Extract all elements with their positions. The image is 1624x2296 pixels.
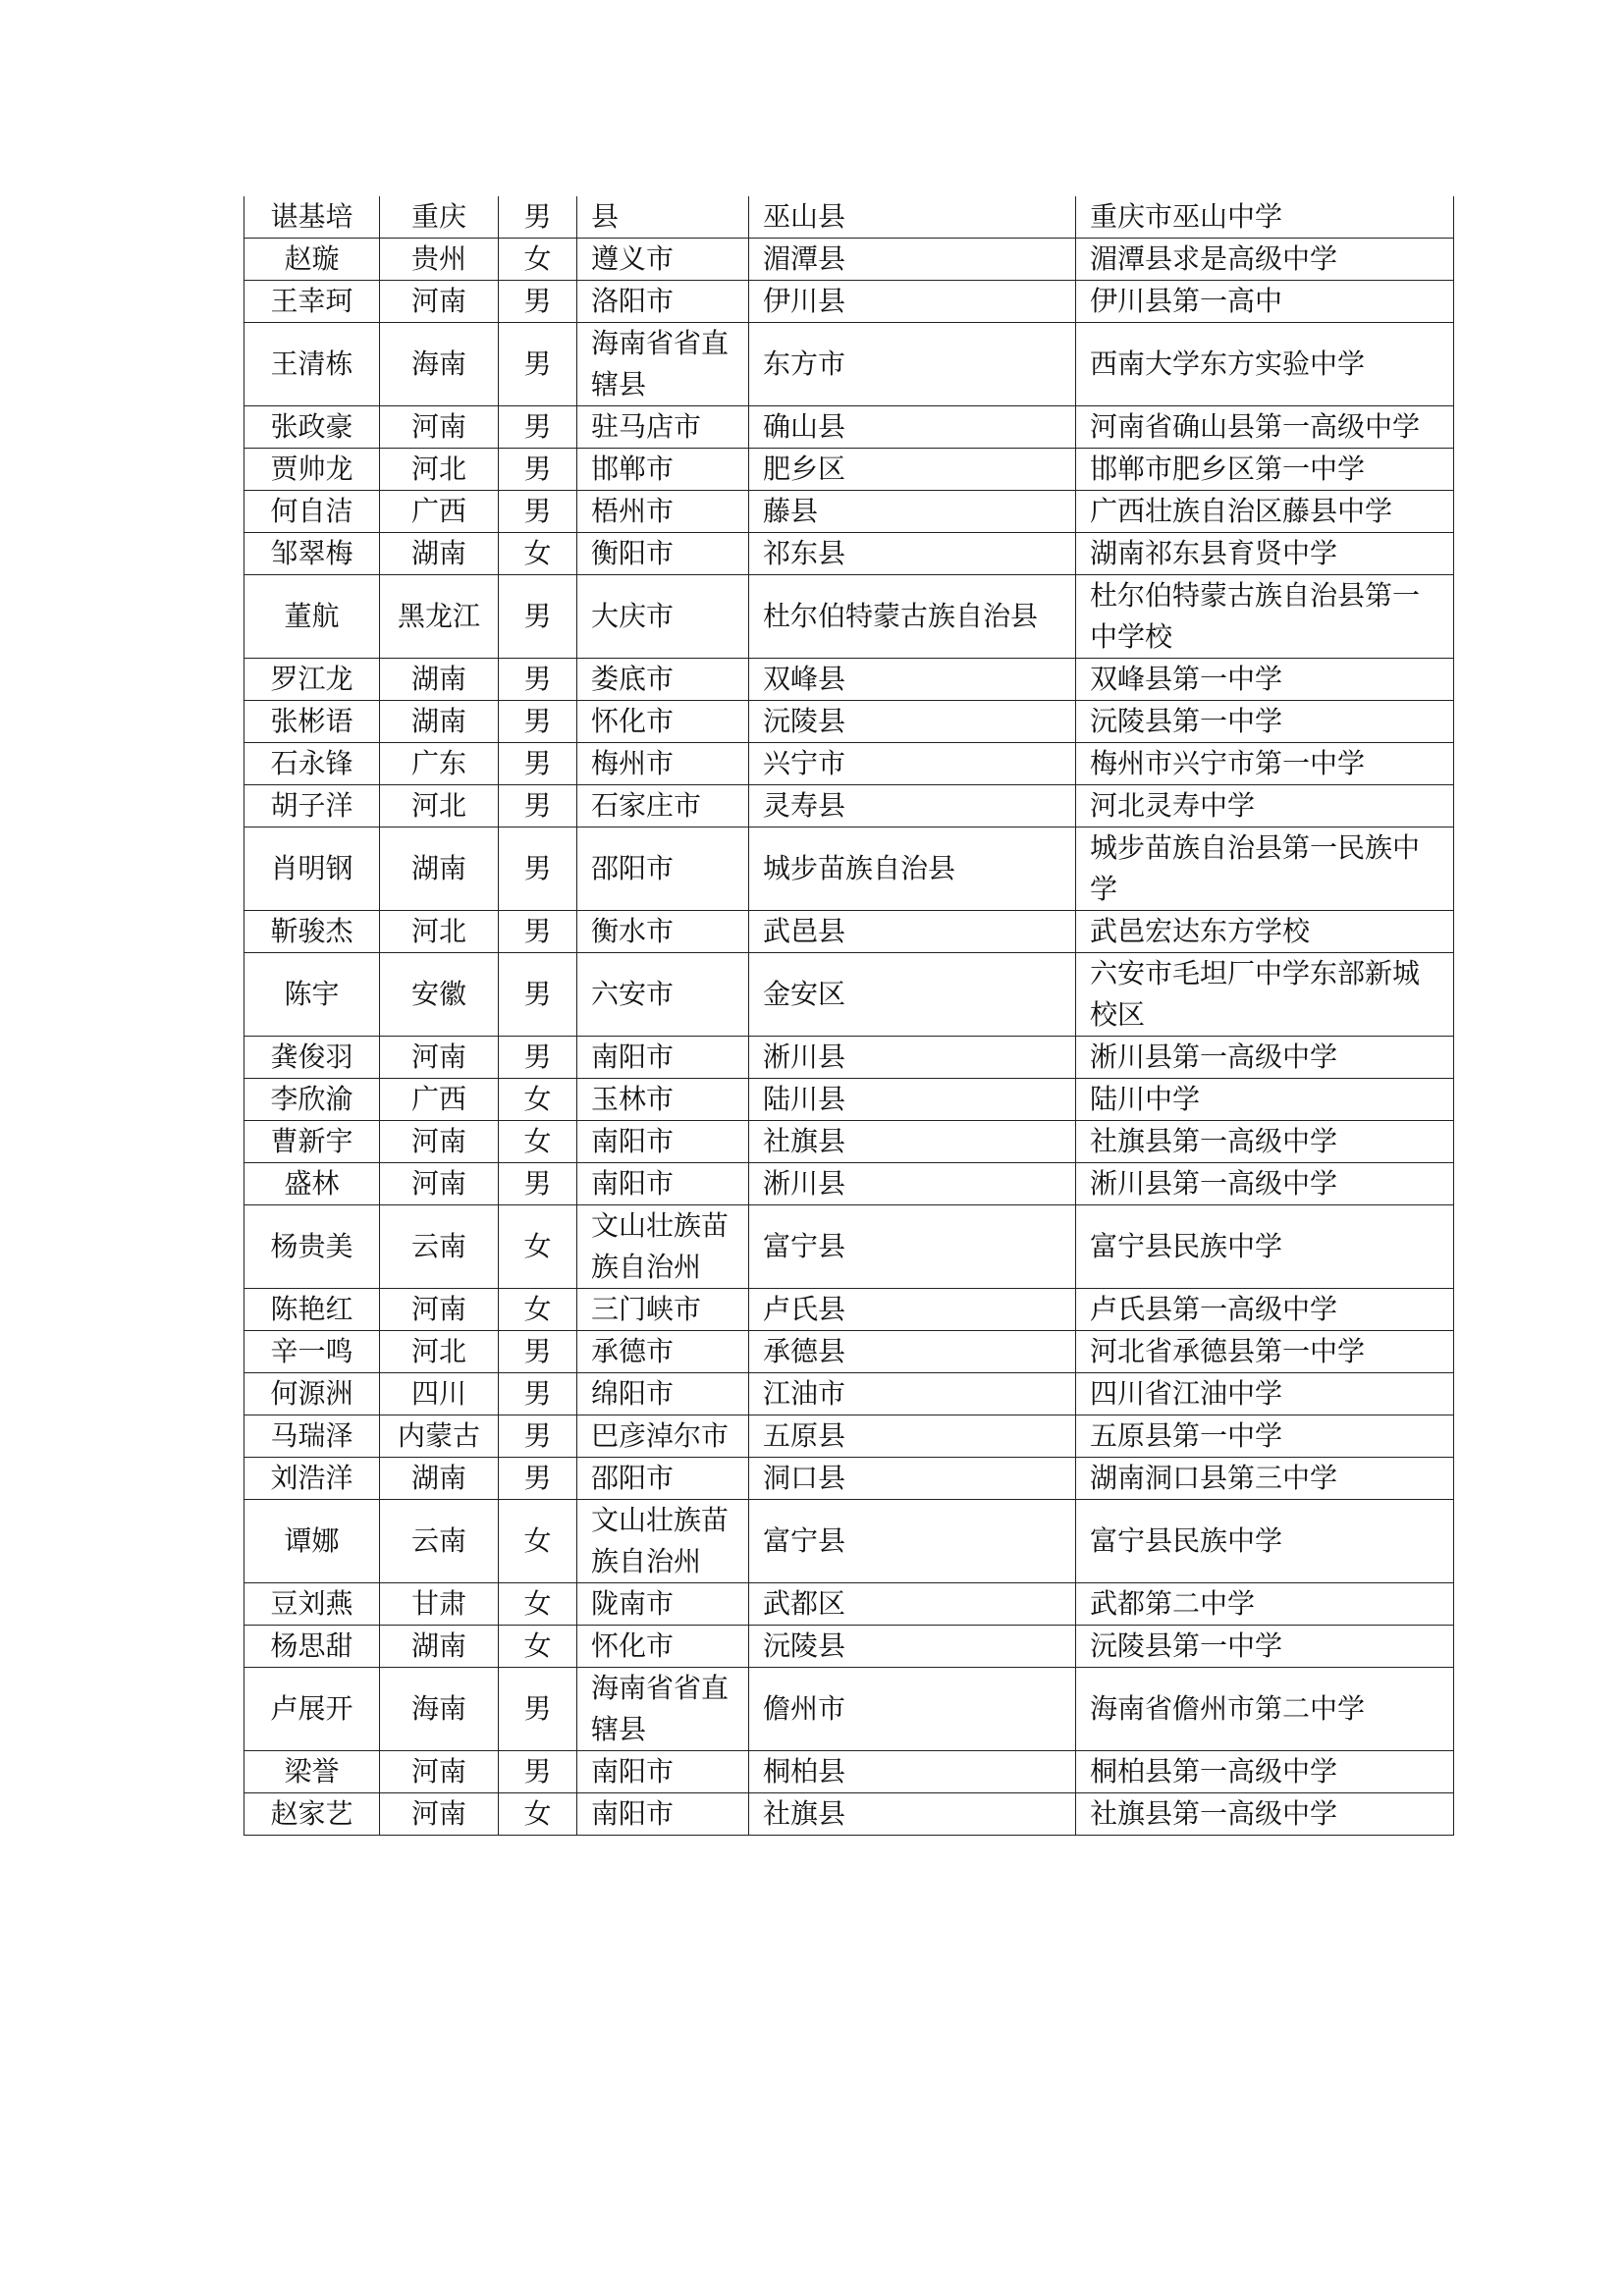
city-cell: 怀化市 <box>577 701 749 743</box>
student-name-cell: 胡子洋 <box>244 785 380 828</box>
county-cell: 武都区 <box>749 1583 1076 1626</box>
school-cell: 河北省承德县第一中学 <box>1076 1331 1454 1373</box>
school-cell: 四川省江油中学 <box>1076 1373 1454 1415</box>
table-row <box>244 1751 1454 1793</box>
province-cell: 河北 <box>380 1331 499 1373</box>
city-cell: 南阳市 <box>577 1163 749 1205</box>
table-row <box>244 1415 1454 1458</box>
table-row <box>244 1079 1454 1121</box>
gender-cell: 男 <box>499 406 577 449</box>
province-cell: 湖南 <box>380 828 499 911</box>
school-cell: 武都第二中学 <box>1076 1583 1454 1626</box>
county-cell: 陆川县 <box>749 1079 1076 1121</box>
city-cell: 衡阳市 <box>577 533 749 575</box>
student-name-cell: 张彬语 <box>244 701 380 743</box>
province-cell: 河南 <box>380 406 499 449</box>
province-cell: 内蒙古 <box>380 1415 499 1458</box>
province-cell: 甘肃 <box>380 1583 499 1626</box>
city-cell: 六安市 <box>577 953 749 1037</box>
school-cell: 梅州市兴宁市第一中学 <box>1076 743 1454 785</box>
province-cell: 贵州 <box>380 239 499 281</box>
gender-cell: 女 <box>499 239 577 281</box>
table-row <box>244 491 1454 533</box>
county-cell: 卢氏县 <box>749 1289 1076 1331</box>
school-cell: 海南省儋州市第二中学 <box>1076 1668 1454 1751</box>
student-name-cell: 杨思甜 <box>244 1626 380 1668</box>
roster-body <box>244 196 1454 1836</box>
table-row <box>244 1037 1454 1079</box>
table-row <box>244 575 1454 659</box>
gender-cell: 男 <box>499 1163 577 1205</box>
city-cell: 大庆市 <box>577 575 749 659</box>
table-row <box>244 1163 1454 1205</box>
province-cell: 河南 <box>380 1037 499 1079</box>
county-cell: 巫山县 <box>749 196 1076 239</box>
table-row <box>244 911 1454 953</box>
county-cell: 淅川县 <box>749 1163 1076 1205</box>
student-name-cell: 张政豪 <box>244 406 380 449</box>
county-cell: 社旗县 <box>749 1793 1076 1836</box>
gender-cell: 男 <box>499 449 577 491</box>
gender-cell: 女 <box>499 1793 577 1836</box>
gender-cell: 男 <box>499 1415 577 1458</box>
school-cell: 淅川县第一高级中学 <box>1076 1163 1454 1205</box>
table-row <box>244 1331 1454 1373</box>
county-cell: 伊川县 <box>749 281 1076 323</box>
gender-cell: 男 <box>499 1751 577 1793</box>
city-cell: 衡水市 <box>577 911 749 953</box>
student-name-cell: 梁誉 <box>244 1751 380 1793</box>
student-name-cell: 邹翠梅 <box>244 533 380 575</box>
county-cell: 沅陵县 <box>749 701 1076 743</box>
school-cell: 沅陵县第一中学 <box>1076 1626 1454 1668</box>
city-cell: 海南省省直辖县 <box>577 323 749 406</box>
student-name-cell: 马瑞泽 <box>244 1415 380 1458</box>
gender-cell: 男 <box>499 785 577 828</box>
county-cell: 社旗县 <box>749 1121 1076 1163</box>
gender-cell: 男 <box>499 323 577 406</box>
school-cell: 卢氏县第一高级中学 <box>1076 1289 1454 1331</box>
city-cell: 梅州市 <box>577 743 749 785</box>
province-cell: 河北 <box>380 785 499 828</box>
student-name-cell: 盛林 <box>244 1163 380 1205</box>
school-cell: 湄潭县求是高级中学 <box>1076 239 1454 281</box>
city-cell: 南阳市 <box>577 1121 749 1163</box>
city-cell: 承德市 <box>577 1331 749 1373</box>
table-row <box>244 828 1454 911</box>
student-name-cell: 贾帅龙 <box>244 449 380 491</box>
student-name-cell: 辛一鸣 <box>244 1331 380 1373</box>
student-name-cell: 靳骏杰 <box>244 911 380 953</box>
table-row <box>244 533 1454 575</box>
student-name-cell: 曹新宇 <box>244 1121 380 1163</box>
school-cell: 邯郸市肥乡区第一中学 <box>1076 449 1454 491</box>
school-cell: 湖南洞口县第三中学 <box>1076 1458 1454 1500</box>
gender-cell: 女 <box>499 1583 577 1626</box>
student-name-cell: 何自洁 <box>244 491 380 533</box>
county-cell: 东方市 <box>749 323 1076 406</box>
table-row <box>244 1500 1454 1583</box>
gender-cell: 女 <box>499 1121 577 1163</box>
county-cell: 桐柏县 <box>749 1751 1076 1793</box>
table-row <box>244 1289 1454 1331</box>
city-cell: 文山壮族苗族自治州 <box>577 1205 749 1289</box>
province-cell: 湖南 <box>380 1626 499 1668</box>
school-cell: 六安市毛坦厂中学东部新城校区 <box>1076 953 1454 1037</box>
province-cell: 云南 <box>380 1500 499 1583</box>
student-name-cell: 龚俊羽 <box>244 1037 380 1079</box>
school-cell: 社旗县第一高级中学 <box>1076 1121 1454 1163</box>
province-cell: 河南 <box>380 1163 499 1205</box>
school-cell: 伊川县第一高中 <box>1076 281 1454 323</box>
student-name-cell: 卢展开 <box>244 1668 380 1751</box>
gender-cell: 男 <box>499 911 577 953</box>
table-row <box>244 1205 1454 1289</box>
county-cell: 灵寿县 <box>749 785 1076 828</box>
city-cell: 怀化市 <box>577 1626 749 1668</box>
student-name-cell: 谌基培 <box>244 196 380 239</box>
city-cell: 梧州市 <box>577 491 749 533</box>
province-cell: 湖南 <box>380 701 499 743</box>
city-cell: 驻马店市 <box>577 406 749 449</box>
city-cell: 石家庄市 <box>577 785 749 828</box>
county-cell: 杜尔伯特蒙古族自治县 <box>749 575 1076 659</box>
table-row <box>244 1583 1454 1626</box>
county-cell: 肥乡区 <box>749 449 1076 491</box>
province-cell: 河南 <box>380 1793 499 1836</box>
student-name-cell: 陈艳红 <box>244 1289 380 1331</box>
table-row <box>244 701 1454 743</box>
city-cell: 邯郸市 <box>577 449 749 491</box>
gender-cell: 男 <box>499 575 577 659</box>
gender-cell: 女 <box>499 1289 577 1331</box>
school-cell: 淅川县第一高级中学 <box>1076 1037 1454 1079</box>
student-name-cell: 赵璇 <box>244 239 380 281</box>
province-cell: 重庆 <box>380 196 499 239</box>
table-row <box>244 449 1454 491</box>
county-cell: 城步苗族自治县 <box>749 828 1076 911</box>
county-cell: 富宁县 <box>749 1205 1076 1289</box>
province-cell: 湖南 <box>380 533 499 575</box>
city-cell: 南阳市 <box>577 1751 749 1793</box>
county-cell: 兴宁市 <box>749 743 1076 785</box>
county-cell: 儋州市 <box>749 1668 1076 1751</box>
city-cell: 玉林市 <box>577 1079 749 1121</box>
school-cell: 富宁县民族中学 <box>1076 1500 1454 1583</box>
gender-cell: 女 <box>499 533 577 575</box>
gender-cell: 女 <box>499 1079 577 1121</box>
county-cell: 藤县 <box>749 491 1076 533</box>
table-row <box>244 196 1454 239</box>
table-row <box>244 1121 1454 1163</box>
table-row <box>244 1626 1454 1668</box>
gender-cell: 男 <box>499 1668 577 1751</box>
province-cell: 云南 <box>380 1205 499 1289</box>
city-cell: 文山壮族苗族自治州 <box>577 1500 749 1583</box>
city-cell: 三门峡市 <box>577 1289 749 1331</box>
county-cell: 沅陵县 <box>749 1626 1076 1668</box>
student-name-cell: 赵家艺 <box>244 1793 380 1836</box>
gender-cell: 男 <box>499 828 577 911</box>
county-cell: 富宁县 <box>749 1500 1076 1583</box>
gender-cell: 男 <box>499 1331 577 1373</box>
school-cell: 双峰县第一中学 <box>1076 659 1454 701</box>
province-cell: 四川 <box>380 1373 499 1415</box>
gender-cell: 男 <box>499 701 577 743</box>
province-cell: 河北 <box>380 911 499 953</box>
table-row <box>244 1793 1454 1836</box>
province-cell: 河北 <box>380 449 499 491</box>
school-cell: 沅陵县第一中学 <box>1076 701 1454 743</box>
student-name-cell: 董航 <box>244 575 380 659</box>
province-cell: 湖南 <box>380 659 499 701</box>
city-cell: 巴彦淖尔市 <box>577 1415 749 1458</box>
city-cell: 绵阳市 <box>577 1373 749 1415</box>
city-cell: 洛阳市 <box>577 281 749 323</box>
province-cell: 河南 <box>380 1121 499 1163</box>
table-row <box>244 743 1454 785</box>
province-cell: 河南 <box>380 1289 499 1331</box>
gender-cell: 男 <box>499 659 577 701</box>
county-cell: 江油市 <box>749 1373 1076 1415</box>
table-row <box>244 239 1454 281</box>
county-cell: 五原县 <box>749 1415 1076 1458</box>
table-row <box>244 1458 1454 1500</box>
gender-cell: 女 <box>499 1626 577 1668</box>
school-cell: 杜尔伯特蒙古族自治县第一中学校 <box>1076 575 1454 659</box>
gender-cell: 男 <box>499 1373 577 1415</box>
school-cell: 河南省确山县第一高级中学 <box>1076 406 1454 449</box>
student-name-cell: 王清栋 <box>244 323 380 406</box>
county-cell: 洞口县 <box>749 1458 1076 1500</box>
school-cell: 湖南祁东县育贤中学 <box>1076 533 1454 575</box>
city-cell: 海南省省直辖县 <box>577 1668 749 1751</box>
city-cell: 南阳市 <box>577 1793 749 1836</box>
school-cell: 富宁县民族中学 <box>1076 1205 1454 1289</box>
province-cell: 安徽 <box>380 953 499 1037</box>
province-cell: 湖南 <box>380 1458 499 1500</box>
county-cell: 金安区 <box>749 953 1076 1037</box>
province-cell: 黑龙江 <box>380 575 499 659</box>
school-cell: 五原县第一中学 <box>1076 1415 1454 1458</box>
student-name-cell: 罗江龙 <box>244 659 380 701</box>
table-row <box>244 953 1454 1037</box>
school-cell: 重庆市巫山中学 <box>1076 196 1454 239</box>
gender-cell: 男 <box>499 196 577 239</box>
county-cell: 承德县 <box>749 1331 1076 1373</box>
student-name-cell: 陈宇 <box>244 953 380 1037</box>
student-name-cell: 王幸珂 <box>244 281 380 323</box>
student-name-cell: 刘浩洋 <box>244 1458 380 1500</box>
table-row <box>244 281 1454 323</box>
county-cell: 淅川县 <box>749 1037 1076 1079</box>
gender-cell: 男 <box>499 281 577 323</box>
school-cell: 社旗县第一高级中学 <box>1076 1793 1454 1836</box>
student-roster-table <box>244 196 1454 1836</box>
table-row <box>244 323 1454 406</box>
student-name-cell: 谭娜 <box>244 1500 380 1583</box>
province-cell: 广西 <box>380 1079 499 1121</box>
student-name-cell: 李欣渝 <box>244 1079 380 1121</box>
county-cell: 祁东县 <box>749 533 1076 575</box>
school-cell: 桐柏县第一高级中学 <box>1076 1751 1454 1793</box>
gender-cell: 男 <box>499 1037 577 1079</box>
city-cell: 遵义市 <box>577 239 749 281</box>
province-cell: 广东 <box>380 743 499 785</box>
city-cell: 县 <box>577 196 749 239</box>
gender-cell: 女 <box>499 1500 577 1583</box>
city-cell: 南阳市 <box>577 1037 749 1079</box>
city-cell: 陇南市 <box>577 1583 749 1626</box>
table-row <box>244 1668 1454 1751</box>
county-cell: 确山县 <box>749 406 1076 449</box>
city-cell: 娄底市 <box>577 659 749 701</box>
gender-cell: 男 <box>499 743 577 785</box>
table-row <box>244 1373 1454 1415</box>
table-row <box>244 406 1454 449</box>
student-name-cell: 何源洲 <box>244 1373 380 1415</box>
table-row <box>244 785 1454 828</box>
province-cell: 广西 <box>380 491 499 533</box>
school-cell: 城步苗族自治县第一民族中学 <box>1076 828 1454 911</box>
gender-cell: 女 <box>499 1205 577 1289</box>
student-name-cell: 杨贵美 <box>244 1205 380 1289</box>
gender-cell: 男 <box>499 491 577 533</box>
school-cell: 广西壮族自治区藤县中学 <box>1076 491 1454 533</box>
province-cell: 海南 <box>380 323 499 406</box>
table-row <box>244 659 1454 701</box>
county-cell: 双峰县 <box>749 659 1076 701</box>
school-cell: 河北灵寿中学 <box>1076 785 1454 828</box>
province-cell: 海南 <box>380 1668 499 1751</box>
student-name-cell: 豆刘燕 <box>244 1583 380 1626</box>
gender-cell: 男 <box>499 953 577 1037</box>
school-cell: 武邑宏达东方学校 <box>1076 911 1454 953</box>
school-cell: 陆川中学 <box>1076 1079 1454 1121</box>
student-name-cell: 石永锋 <box>244 743 380 785</box>
city-cell: 邵阳市 <box>577 1458 749 1500</box>
city-cell: 邵阳市 <box>577 828 749 911</box>
province-cell: 河南 <box>380 1751 499 1793</box>
province-cell: 河南 <box>380 281 499 323</box>
county-cell: 武邑县 <box>749 911 1076 953</box>
gender-cell: 男 <box>499 1458 577 1500</box>
school-cell: 西南大学东方实验中学 <box>1076 323 1454 406</box>
student-name-cell: 肖明钢 <box>244 828 380 911</box>
county-cell: 湄潭县 <box>749 239 1076 281</box>
